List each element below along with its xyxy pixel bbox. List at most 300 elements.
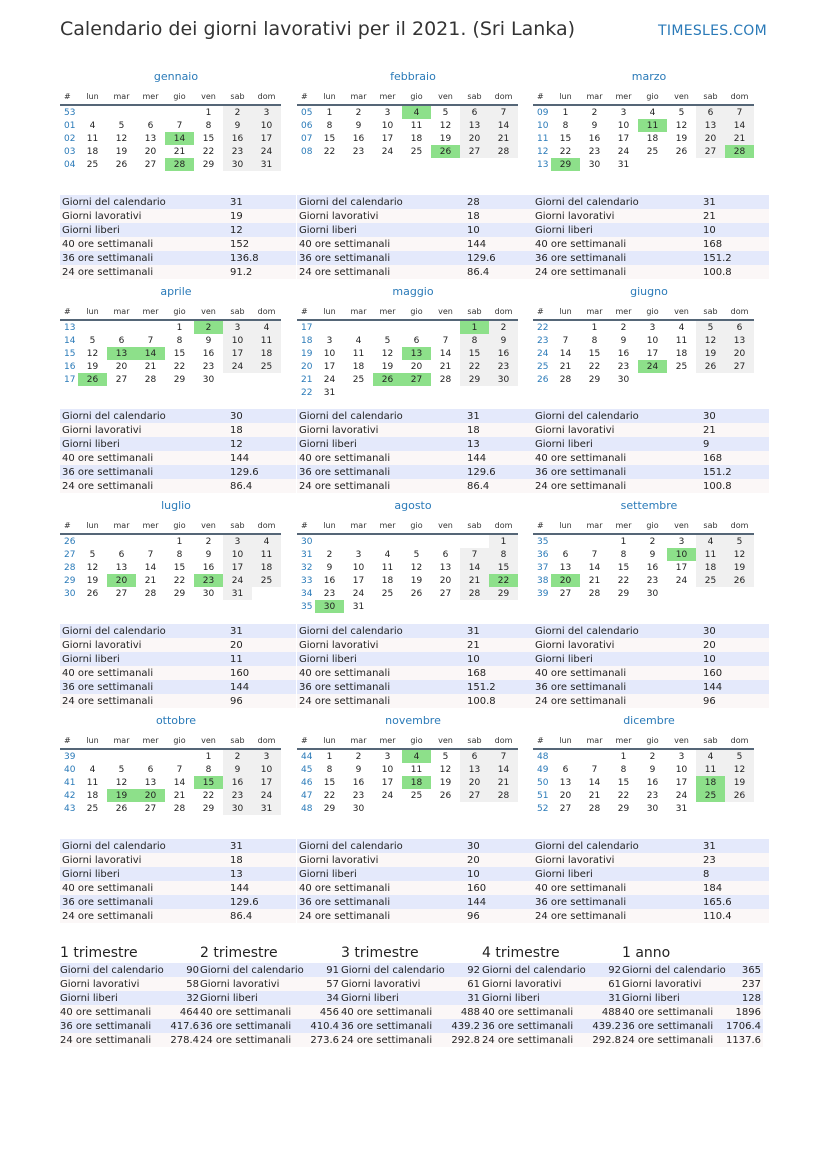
day-cell: 24 bbox=[675, 575, 688, 586]
day-cell bbox=[460, 534, 489, 548]
day-cell: 2 bbox=[649, 751, 656, 762]
day-cell: 6 bbox=[442, 549, 449, 560]
summary-row bbox=[341, 963, 482, 977]
stat-label: Giorni liberi bbox=[60, 223, 230, 237]
month-stats bbox=[60, 195, 296, 279]
summary-label: 40 ore settimanali bbox=[341, 1005, 450, 1019]
day-cell: 26 bbox=[675, 146, 688, 157]
day-cell: 14 bbox=[165, 132, 194, 145]
stat-label: 36 ore settimanali bbox=[60, 895, 230, 909]
stat-value: 31 bbox=[230, 624, 296, 638]
day-cell: 3 bbox=[649, 322, 656, 333]
day-cell: 13 bbox=[559, 562, 572, 573]
stat-row bbox=[533, 251, 769, 265]
day-cell: 3 bbox=[223, 320, 252, 334]
weekday-header: # bbox=[533, 304, 551, 320]
weekday-header: ven bbox=[667, 89, 696, 105]
day-cell: 16 bbox=[202, 562, 215, 573]
day-cell: 10 bbox=[352, 562, 365, 573]
stat-row bbox=[60, 409, 296, 423]
day-cell: 25 bbox=[646, 146, 659, 157]
day-cell: 20 bbox=[559, 790, 572, 801]
summary-value: 1137.6 bbox=[726, 1034, 761, 1046]
day-cell: 19 bbox=[696, 347, 725, 360]
day-cell: 2 bbox=[649, 536, 656, 547]
summary-label: 36 ore settimanali bbox=[200, 1019, 309, 1033]
week-row bbox=[533, 574, 754, 587]
weekday-header: # bbox=[297, 518, 315, 534]
week-number: 16 bbox=[64, 361, 76, 372]
summary-value: 439.2 bbox=[592, 1020, 621, 1032]
day-cell: 30 bbox=[223, 158, 252, 171]
day-cell: 29 bbox=[551, 158, 580, 171]
week-row bbox=[60, 548, 281, 561]
day-cell: 25 bbox=[352, 374, 365, 385]
stat-value: 20 bbox=[703, 638, 769, 652]
stat-row bbox=[60, 251, 296, 265]
weekday-header: gio bbox=[638, 304, 667, 320]
stat-label: Giorni del calendario bbox=[60, 839, 230, 853]
day-cell: 26 bbox=[725, 574, 754, 587]
week-row bbox=[533, 145, 754, 158]
day-cell: 10 bbox=[667, 548, 696, 561]
week-row bbox=[533, 334, 754, 347]
week-row bbox=[297, 386, 518, 399]
day-cell: 14 bbox=[460, 561, 489, 574]
day-cell: 21 bbox=[588, 575, 601, 586]
weekday-header: sab bbox=[223, 518, 252, 534]
month-stats bbox=[533, 624, 769, 708]
day-cell: 16 bbox=[223, 132, 252, 145]
week-number: 37 bbox=[537, 562, 549, 573]
day-cell: 28 bbox=[460, 587, 489, 600]
day-cell: 3 bbox=[678, 751, 685, 762]
day-cell: 22 bbox=[617, 575, 630, 586]
day-cell: 18 bbox=[352, 361, 365, 372]
month-calendar bbox=[533, 89, 754, 171]
day-cell: 13 bbox=[460, 119, 489, 132]
stat-value: 10 bbox=[467, 867, 533, 881]
day-cell: 15 bbox=[617, 562, 630, 573]
day-cell: 5 bbox=[725, 534, 754, 548]
stat-label: Giorni liberi bbox=[533, 652, 703, 666]
day-cell: 11 bbox=[410, 764, 423, 775]
stat-label: Giorni lavorativi bbox=[60, 209, 230, 223]
summary-row bbox=[482, 1005, 623, 1019]
week-number: 34 bbox=[301, 588, 313, 599]
summary-label: 24 ore settimanali bbox=[60, 1033, 169, 1047]
day-cell: 28 bbox=[725, 145, 754, 158]
week-number: 20 bbox=[301, 361, 313, 372]
month-dicembre bbox=[533, 714, 765, 815]
week-row bbox=[297, 789, 518, 802]
day-cell: 19 bbox=[381, 361, 394, 372]
stat-row bbox=[297, 479, 533, 493]
weekday-header-row bbox=[533, 518, 754, 534]
day-cell: 1 bbox=[591, 322, 598, 333]
week-number: 06 bbox=[301, 120, 313, 131]
day-cell: 10 bbox=[617, 120, 630, 131]
week-number: 31 bbox=[301, 549, 313, 560]
month-maggio bbox=[297, 285, 529, 399]
summary-title: 1 anno bbox=[622, 945, 671, 961]
weekday-header-row bbox=[60, 518, 281, 534]
week-row bbox=[297, 145, 518, 158]
day-cell: 9 bbox=[649, 764, 656, 775]
week-number: 13 bbox=[64, 322, 76, 333]
weekday-header: mer bbox=[609, 733, 638, 749]
week-row bbox=[297, 600, 518, 613]
stat-row bbox=[297, 694, 533, 708]
day-cell bbox=[136, 320, 165, 334]
day-cell: 24 bbox=[252, 789, 281, 802]
day-cell: 25 bbox=[381, 588, 394, 599]
day-cell: 17 bbox=[381, 133, 394, 144]
weekday-header: gio bbox=[638, 733, 667, 749]
day-cell bbox=[551, 320, 580, 334]
weekday-header: gio bbox=[402, 733, 431, 749]
week-number: 41 bbox=[64, 777, 76, 788]
day-cell: 27 bbox=[559, 803, 572, 814]
day-cell bbox=[165, 749, 194, 763]
day-cell: 16 bbox=[646, 777, 659, 788]
day-cell: 31 bbox=[617, 159, 630, 170]
summary-label: 40 ore settimanali bbox=[622, 1005, 726, 1019]
day-cell: 10 bbox=[381, 764, 394, 775]
day-cell: 15 bbox=[323, 777, 336, 788]
week-row bbox=[297, 320, 518, 334]
stat-row bbox=[533, 237, 769, 251]
day-cell bbox=[78, 534, 107, 548]
day-cell: 27 bbox=[115, 374, 128, 385]
summary-row bbox=[200, 1019, 341, 1033]
day-cell: 1 bbox=[489, 534, 518, 548]
day-cell: 29 bbox=[588, 374, 601, 385]
day-cell: 4 bbox=[355, 335, 362, 346]
weekday-header: dom bbox=[725, 89, 754, 105]
day-cell: 2 bbox=[194, 320, 223, 334]
day-cell bbox=[725, 587, 754, 600]
stat-row bbox=[60, 451, 296, 465]
weekday-header: mar bbox=[580, 733, 609, 749]
weekday-header: mer bbox=[373, 89, 402, 105]
week-number: 33 bbox=[301, 575, 313, 586]
stat-label: 36 ore settimanali bbox=[533, 895, 703, 909]
stat-value: 86.4 bbox=[467, 265, 533, 279]
stat-label: Giorni liberi bbox=[297, 437, 467, 451]
summary-row bbox=[60, 1005, 201, 1019]
stat-label: Giorni del calendario bbox=[533, 409, 703, 423]
week-number: 38 bbox=[537, 575, 549, 586]
weekday-header: lun bbox=[78, 733, 107, 749]
stat-label: 36 ore settimanali bbox=[533, 680, 703, 694]
stat-row bbox=[533, 465, 769, 479]
day-cell: 26 bbox=[696, 360, 725, 373]
weekday-header: # bbox=[60, 518, 78, 534]
stat-row bbox=[60, 223, 296, 237]
day-cell: 12 bbox=[381, 348, 394, 359]
stat-label: Giorni lavorativi bbox=[60, 638, 230, 652]
day-cell: 16 bbox=[489, 347, 518, 360]
weekday-header: mar bbox=[107, 733, 136, 749]
month-agosto bbox=[297, 499, 529, 613]
stat-label: 36 ore settimanali bbox=[297, 895, 467, 909]
day-cell: 9 bbox=[591, 120, 598, 131]
day-cell: 26 bbox=[439, 790, 452, 801]
day-cell: 18 bbox=[646, 133, 659, 144]
summary-value: 237 bbox=[726, 977, 763, 991]
day-cell: 29 bbox=[202, 803, 215, 814]
day-cell bbox=[402, 386, 431, 399]
day-cell: 11 bbox=[381, 562, 394, 573]
summary-title: 3 trimestre bbox=[341, 945, 419, 961]
day-cell bbox=[107, 534, 136, 548]
day-cell: 21 bbox=[144, 361, 157, 372]
summary-value: 365 bbox=[726, 963, 763, 977]
day-cell bbox=[667, 587, 696, 600]
day-cell: 7 bbox=[176, 764, 183, 775]
week-number: 45 bbox=[301, 764, 313, 775]
week-row bbox=[60, 119, 281, 132]
stat-label: Giorni liberi bbox=[60, 867, 230, 881]
day-cell: 9 bbox=[649, 549, 656, 560]
weekday-header: dom bbox=[725, 304, 754, 320]
brand-logo[interactable]: TIMESLES.COM bbox=[658, 23, 767, 39]
day-cell: 24 bbox=[223, 574, 252, 587]
stat-value: 30 bbox=[703, 409, 769, 423]
week-number: 02 bbox=[64, 133, 76, 144]
day-cell: 18 bbox=[252, 561, 281, 574]
summary-3 bbox=[341, 945, 482, 1047]
stat-value: 96 bbox=[467, 909, 533, 923]
summary-row bbox=[60, 991, 201, 1005]
week-number: 26 bbox=[64, 536, 76, 547]
month-calendar bbox=[60, 518, 281, 600]
stat-row bbox=[533, 638, 769, 652]
stat-value: 144 bbox=[467, 237, 533, 251]
stat-value: 151.2 bbox=[703, 251, 769, 265]
day-cell: 30 bbox=[646, 588, 659, 599]
day-cell: 26 bbox=[115, 803, 128, 814]
summary-value: 128 bbox=[726, 991, 763, 1005]
week-number: 11 bbox=[537, 133, 549, 144]
day-cell: 7 bbox=[489, 105, 518, 119]
summary-row bbox=[622, 1005, 763, 1019]
stat-value: 18 bbox=[230, 853, 296, 867]
summary-label: 24 ore settimanali bbox=[622, 1033, 726, 1047]
week-number: 40 bbox=[64, 764, 76, 775]
month-name: novembre bbox=[385, 714, 441, 727]
day-cell: 18 bbox=[696, 561, 725, 574]
day-cell: 5 bbox=[118, 120, 125, 131]
day-cell: 14 bbox=[144, 562, 157, 573]
day-cell bbox=[551, 749, 580, 763]
day-cell: 21 bbox=[460, 574, 489, 587]
stat-label: 24 ore settimanali bbox=[297, 479, 467, 493]
day-cell: 6 bbox=[147, 764, 154, 775]
day-cell bbox=[431, 802, 460, 815]
weekday-header: sab bbox=[696, 304, 725, 320]
week-number: 46 bbox=[301, 777, 313, 788]
day-cell: 22 bbox=[588, 361, 601, 372]
day-cell: 14 bbox=[489, 763, 518, 776]
stat-value: 31 bbox=[703, 195, 769, 209]
weekday-header: mar bbox=[107, 304, 136, 320]
day-cell: 4 bbox=[252, 534, 281, 548]
day-cell: 11 bbox=[410, 120, 423, 131]
day-cell: 2 bbox=[326, 549, 333, 560]
week-row bbox=[533, 360, 754, 373]
day-cell bbox=[252, 373, 281, 386]
week-row bbox=[60, 534, 281, 548]
weekday-header: mar bbox=[344, 518, 373, 534]
month-calendar bbox=[297, 89, 518, 158]
day-cell: 8 bbox=[326, 120, 333, 131]
day-cell: 25 bbox=[696, 574, 725, 587]
week-row bbox=[297, 105, 518, 119]
weekday-header: gio bbox=[402, 518, 431, 534]
weekday-header: lun bbox=[315, 733, 344, 749]
stat-label: Giorni liberi bbox=[533, 223, 703, 237]
day-cell: 11 bbox=[252, 334, 281, 347]
day-cell bbox=[78, 320, 107, 334]
day-cell bbox=[136, 749, 165, 763]
summary-row bbox=[60, 977, 201, 991]
stat-row bbox=[60, 881, 296, 895]
stat-value: 31 bbox=[467, 409, 533, 423]
summary-title: 4 trimestre bbox=[482, 945, 560, 961]
stat-value: 129.6 bbox=[467, 251, 533, 265]
day-cell: 24 bbox=[675, 790, 688, 801]
day-cell bbox=[373, 386, 402, 399]
day-cell: 20 bbox=[725, 347, 754, 360]
day-cell: 10 bbox=[675, 764, 688, 775]
stat-row bbox=[60, 624, 296, 638]
day-cell bbox=[431, 386, 460, 399]
week-number: 09 bbox=[537, 107, 549, 118]
stat-row bbox=[60, 209, 296, 223]
stat-label: 40 ore settimanali bbox=[533, 237, 703, 251]
week-number: 24 bbox=[537, 348, 549, 359]
day-cell: 28 bbox=[165, 158, 194, 171]
day-cell: 13 bbox=[144, 777, 157, 788]
weekday-header: sab bbox=[223, 89, 252, 105]
week-row bbox=[533, 548, 754, 561]
stat-value: 144 bbox=[230, 881, 296, 895]
day-cell: 23 bbox=[588, 146, 601, 157]
day-cell bbox=[402, 600, 431, 613]
stat-row bbox=[533, 209, 769, 223]
month-calendar bbox=[533, 518, 754, 600]
stat-value: 21 bbox=[703, 423, 769, 437]
week-row bbox=[60, 105, 281, 119]
stat-label: 40 ore settimanali bbox=[297, 237, 467, 251]
week-number: 47 bbox=[301, 790, 313, 801]
stat-label: Giorni del calendario bbox=[60, 195, 230, 209]
week-number: 12 bbox=[537, 146, 549, 157]
weekday-header: gio bbox=[165, 89, 194, 105]
summary-label: Giorni del calendario bbox=[341, 963, 450, 977]
day-cell: 28 bbox=[489, 789, 518, 802]
day-cell: 16 bbox=[223, 776, 252, 789]
week-row bbox=[60, 347, 281, 360]
stat-row bbox=[297, 867, 533, 881]
summary-value: 58 bbox=[169, 977, 201, 991]
week-row bbox=[60, 574, 281, 587]
stat-row bbox=[60, 666, 296, 680]
day-cell: 13 bbox=[696, 119, 725, 132]
day-cell: 7 bbox=[725, 105, 754, 119]
day-cell bbox=[78, 749, 107, 763]
day-cell: 23 bbox=[617, 361, 630, 372]
stat-value: 100.8 bbox=[703, 265, 769, 279]
day-cell: 19 bbox=[439, 777, 452, 788]
week-number: 07 bbox=[301, 133, 313, 144]
weekday-header: lun bbox=[551, 733, 580, 749]
day-cell bbox=[431, 320, 460, 334]
stat-row bbox=[297, 237, 533, 251]
summary-row bbox=[482, 963, 623, 977]
day-cell: 15 bbox=[559, 133, 572, 144]
stat-row bbox=[297, 251, 533, 265]
day-cell: 19 bbox=[86, 575, 99, 586]
stat-label: Giorni lavorativi bbox=[60, 853, 230, 867]
stat-label: 40 ore settimanali bbox=[60, 451, 230, 465]
day-cell: 5 bbox=[89, 335, 96, 346]
stat-row bbox=[297, 265, 533, 279]
stat-label: Giorni liberi bbox=[297, 867, 467, 881]
summary-row bbox=[482, 991, 623, 1005]
stat-label: 40 ore settimanali bbox=[60, 237, 230, 251]
week-number: 25 bbox=[537, 361, 549, 372]
day-cell bbox=[460, 802, 489, 815]
weekday-header: lun bbox=[551, 518, 580, 534]
month-stats bbox=[60, 839, 296, 923]
day-cell: 3 bbox=[678, 536, 685, 547]
day-cell: 11 bbox=[696, 548, 725, 561]
stat-value: 86.4 bbox=[467, 479, 533, 493]
summary-value: 92 bbox=[450, 963, 482, 977]
day-cell: 1 bbox=[460, 320, 489, 334]
day-cell: 24 bbox=[352, 588, 365, 599]
weekday-header: # bbox=[533, 89, 551, 105]
day-cell: 31 bbox=[675, 803, 688, 814]
month-aprile bbox=[60, 285, 292, 386]
day-cell: 6 bbox=[562, 764, 569, 775]
weekday-header: mar bbox=[580, 518, 609, 534]
week-number: 04 bbox=[64, 159, 76, 170]
stat-row bbox=[60, 465, 296, 479]
summary-label: 40 ore settimanali bbox=[200, 1005, 309, 1019]
month-name: settembre bbox=[620, 499, 678, 512]
day-cell: 28 bbox=[144, 588, 157, 599]
month-stats bbox=[533, 839, 769, 923]
week-number: 15 bbox=[64, 348, 76, 359]
day-cell: 18 bbox=[696, 776, 725, 789]
summary-label: Giorni del calendario bbox=[482, 963, 591, 977]
day-cell: 12 bbox=[439, 120, 452, 131]
stat-label: Giorni lavorativi bbox=[533, 209, 703, 223]
summary-value: 273.6 bbox=[310, 1034, 339, 1046]
day-cell: 10 bbox=[252, 119, 281, 132]
day-cell: 16 bbox=[352, 777, 365, 788]
day-cell bbox=[489, 802, 518, 815]
week-number: 01 bbox=[64, 120, 76, 131]
stat-label: 24 ore settimanali bbox=[60, 265, 230, 279]
stat-row bbox=[533, 423, 769, 437]
summary-label: Giorni lavorativi bbox=[341, 977, 450, 991]
day-cell: 28 bbox=[588, 803, 601, 814]
